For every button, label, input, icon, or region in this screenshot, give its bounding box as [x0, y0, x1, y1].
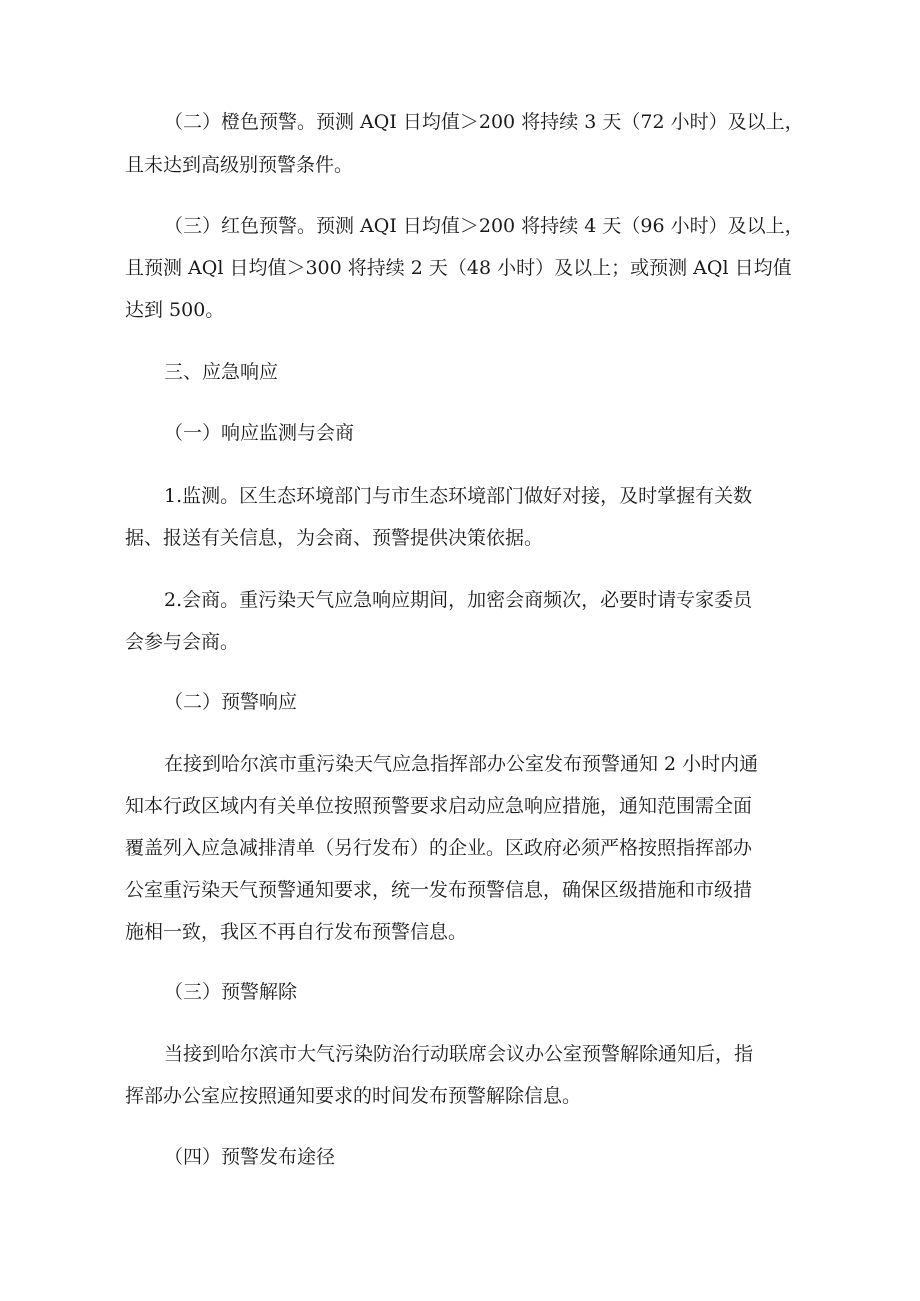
consultation-line-1: 2.会商。重污染天气应急响应期间，加密会商频次，必要时请专家委员: [164, 589, 753, 611]
warning-response-line-3: 覆盖列入应急减排清单（另行发布）的企业。区政府必须严格按照指挥部办: [125, 837, 753, 859]
section-three-heading: 三、应急响应: [164, 361, 279, 383]
consultation-line-2: 会参与会商。: [125, 631, 240, 653]
monitoring-line-2: 据、报送有关信息，为会商、预警提供决策依据。: [125, 527, 544, 549]
orange-warning-line-2: 且未达到高级别预警条件。: [125, 154, 354, 176]
warning-response-line-1: 在接到哈尔滨市重污染天气应急指挥部办公室发布预警通知 2 小时内通: [164, 753, 759, 775]
subsection-four-heading: （四）预警发布途径: [164, 1146, 336, 1168]
monitoring-line-1: 1.监测。区生态环境部门与市生态环境部门做好对接，及时掌握有关数: [164, 485, 753, 507]
warning-response-line-4: 公室重污染天气预警通知要求，统一发布预警信息，确保区级措施和市级措: [125, 879, 753, 901]
red-warning-line-2: 且预测 AQl 日均值＞300 将持续 2 天（48 小时）及以上；或预测 AQl 日均值: [125, 257, 792, 279]
red-warning-line-3: 达到 500。: [125, 299, 225, 321]
subsection-two-heading: （二）预警响应: [164, 691, 298, 713]
warning-release-line-1: 当接到哈尔滨市大气污染防治行动联席会议办公室预警解除通知后，指: [164, 1043, 754, 1065]
orange-warning-line-1: （二）橙色预警。预测 AQI 日均值＞200 将持续 3 天（72 小时）及以上，: [164, 111, 804, 133]
warning-response-line-2: 知本行政区域内有关单位按照预警要求启动应急响应措施，通知范围需全面: [125, 795, 753, 817]
warning-release-line-2: 挥部办公室应按照通知要求的时间发布预警解除信息。: [125, 1085, 582, 1107]
subsection-one-heading: （一）响应监测与会商: [164, 422, 355, 444]
warning-response-line-5: 施相一致，我区不再自行发布预警信息。: [125, 921, 468, 943]
red-warning-line-1: （三）红色预警。预测 AQI 日均值＞200 将持续 4 天（96 小时）及以上，: [164, 215, 804, 237]
subsection-three-heading: （三）预警解除: [164, 981, 298, 1003]
